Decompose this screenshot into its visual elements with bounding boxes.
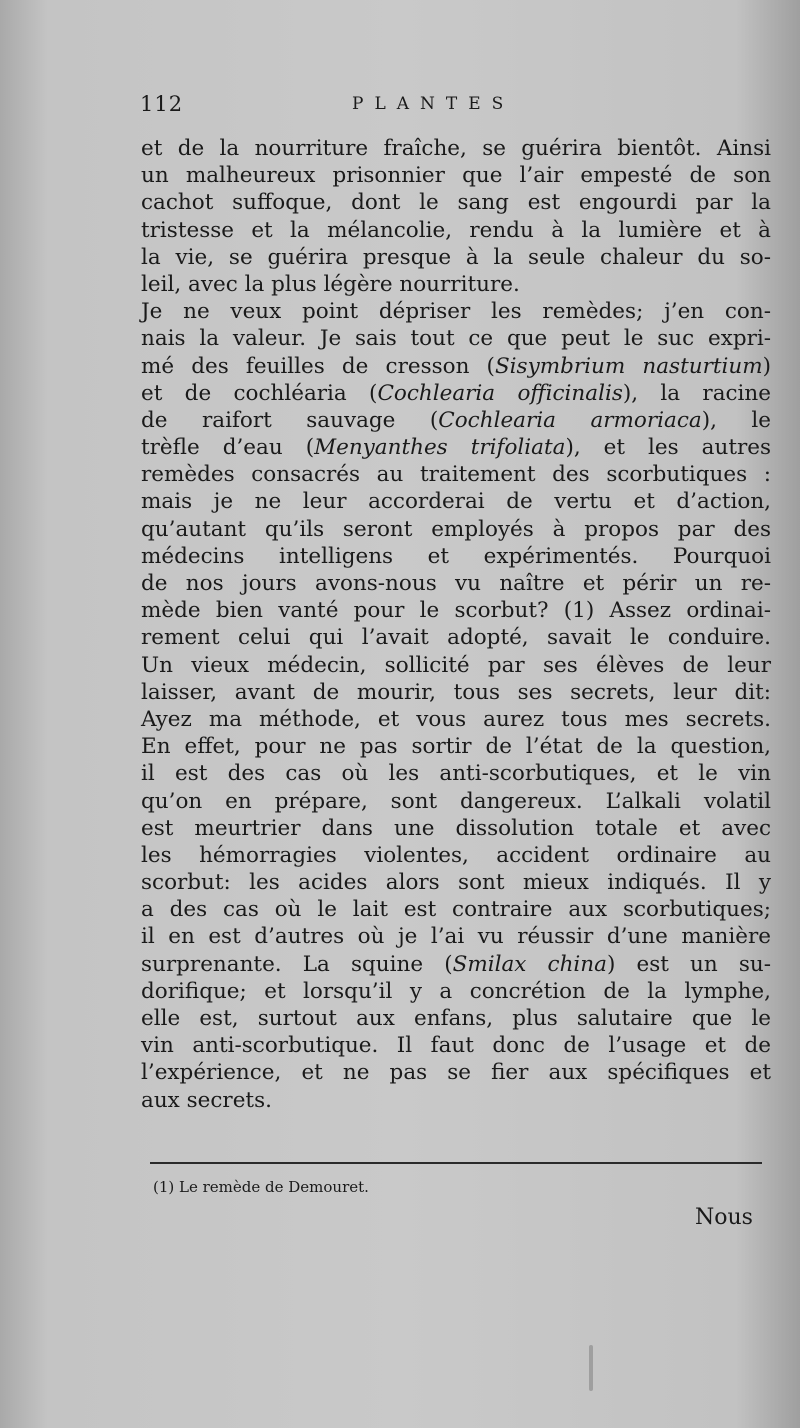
footnote-rule — [150, 1162, 762, 1164]
text-line: Un vieux médecin, sollicité par ses élèves de leur — [141, 652, 771, 678]
text-line: dorifique; et lorsqu’il y a concrétion de la lymphe, — [141, 978, 771, 1004]
text-line: Je ne veux point dépriser les remèdes; j’en con- — [141, 299, 771, 325]
text-line: de nos jours avons-nous vu naître et périr un re- — [141, 571, 771, 596]
text-line: trèfle d’eau (Menyanthes trifoliata), et les autres — [141, 435, 772, 461]
text-line: elle est, surtout aux enfans, plus salutaire que le — [141, 1006, 771, 1031]
latin-name: Cochlearia officinalis — [377, 380, 623, 406]
text-line: la vie, se guérira presque à la seule chaleur du so- — [141, 244, 771, 270]
text-line: surprenante. La squine (Smilax china) est un su- — [141, 951, 771, 977]
text-line: laisser, avant de mourir, tous ses secrets, leur dit: — [141, 679, 771, 705]
text-line: vin anti-scorbutique. Il faut donc de l’usage et de — [141, 1033, 771, 1059]
latin-name: Smilax china — [452, 951, 607, 977]
text-line: l’expérience, et ne pas se fier aux spécifiques et — [141, 1060, 771, 1086]
text-line: mé des feuilles de cresson (Sisymbrium nasturtium) — [141, 353, 771, 379]
text-line: qu’autant qu’ils seront employés à propos par des — [141, 516, 771, 542]
text-line: de raifort sauvage (Cochlearia armoriaca), le — [141, 407, 772, 433]
page-header — [140, 92, 760, 118]
text-line: nais la valeur. Je sais tout ce que peut le suc expri- — [141, 326, 771, 352]
text-line: cachot suffoque, dont le sang est engourdi par la — [141, 190, 771, 216]
text-line: est meurtrier dans une dissolution totale et avec — [141, 815, 771, 841]
page-number: 112 — [140, 92, 184, 116]
footnote: (1) Le remède de Demouret. — [153, 1178, 369, 1196]
text-line: mais je ne leur accorderai de vertu et d’action, — [141, 489, 771, 515]
latin-name: Cochlearia armoriaca — [438, 407, 702, 433]
ink-smudge — [589, 1345, 593, 1391]
text-line: leil, avec la plus légère nourriture. — [141, 271, 520, 297]
text-line: il en est d’autres où je l’ai vu réussir d’une manière — [141, 924, 771, 950]
text-line: tristesse et la mélancolie, rendu à la lumière et à — [141, 217, 771, 243]
text-line: un malheureux prisonnier que l’air empesté de son — [141, 163, 771, 189]
text-line: mède bien vanté pour le scorbut? (1) Assez ordinai- — [141, 598, 771, 624]
text-line: a des cas où le lait est contraire aux scorbutiques; — [141, 897, 771, 923]
latin-name: Sisymbrium nasturtium — [494, 353, 763, 379]
body-text — [141, 135, 771, 1114]
text-line: scorbut: les acides alors sont mieux indiqués. Il y — [141, 870, 771, 896]
catchword: Nous — [695, 1205, 753, 1230]
text-line: remèdes consacrés au traitement des scorbutiques : — [141, 462, 771, 488]
text-line: médecins intelligens et expérimentés. Pourquoi — [141, 543, 771, 569]
text-line: Ayez ma méthode, et vous aurez tous mes secrets. — [141, 706, 771, 732]
text-line: En effet, pour ne pas sortir de l’état de la question, — [141, 734, 771, 760]
text-line: et de la nourriture fraîche, se guérira bientôt. Ainsi — [141, 136, 771, 161]
running-title: PLANTES — [352, 94, 515, 114]
text-line: il est des cas où les anti-scorbutiques, et le vin — [141, 761, 771, 787]
latin-name: Menyanthes trifoliata — [314, 435, 566, 461]
text-line: aux secrets. — [141, 1087, 272, 1113]
text-line: qu’on en prépare, sont dangereux. L’alkali volatil — [141, 788, 771, 814]
text-line: rement celui qui l’avait adopté, savait le conduire. — [141, 625, 771, 651]
text-line: et de cochléaria (Cochlearia officinalis), la racine — [141, 380, 772, 406]
text-line: les hémorragies violentes, accident ordinaire au — [141, 842, 771, 868]
